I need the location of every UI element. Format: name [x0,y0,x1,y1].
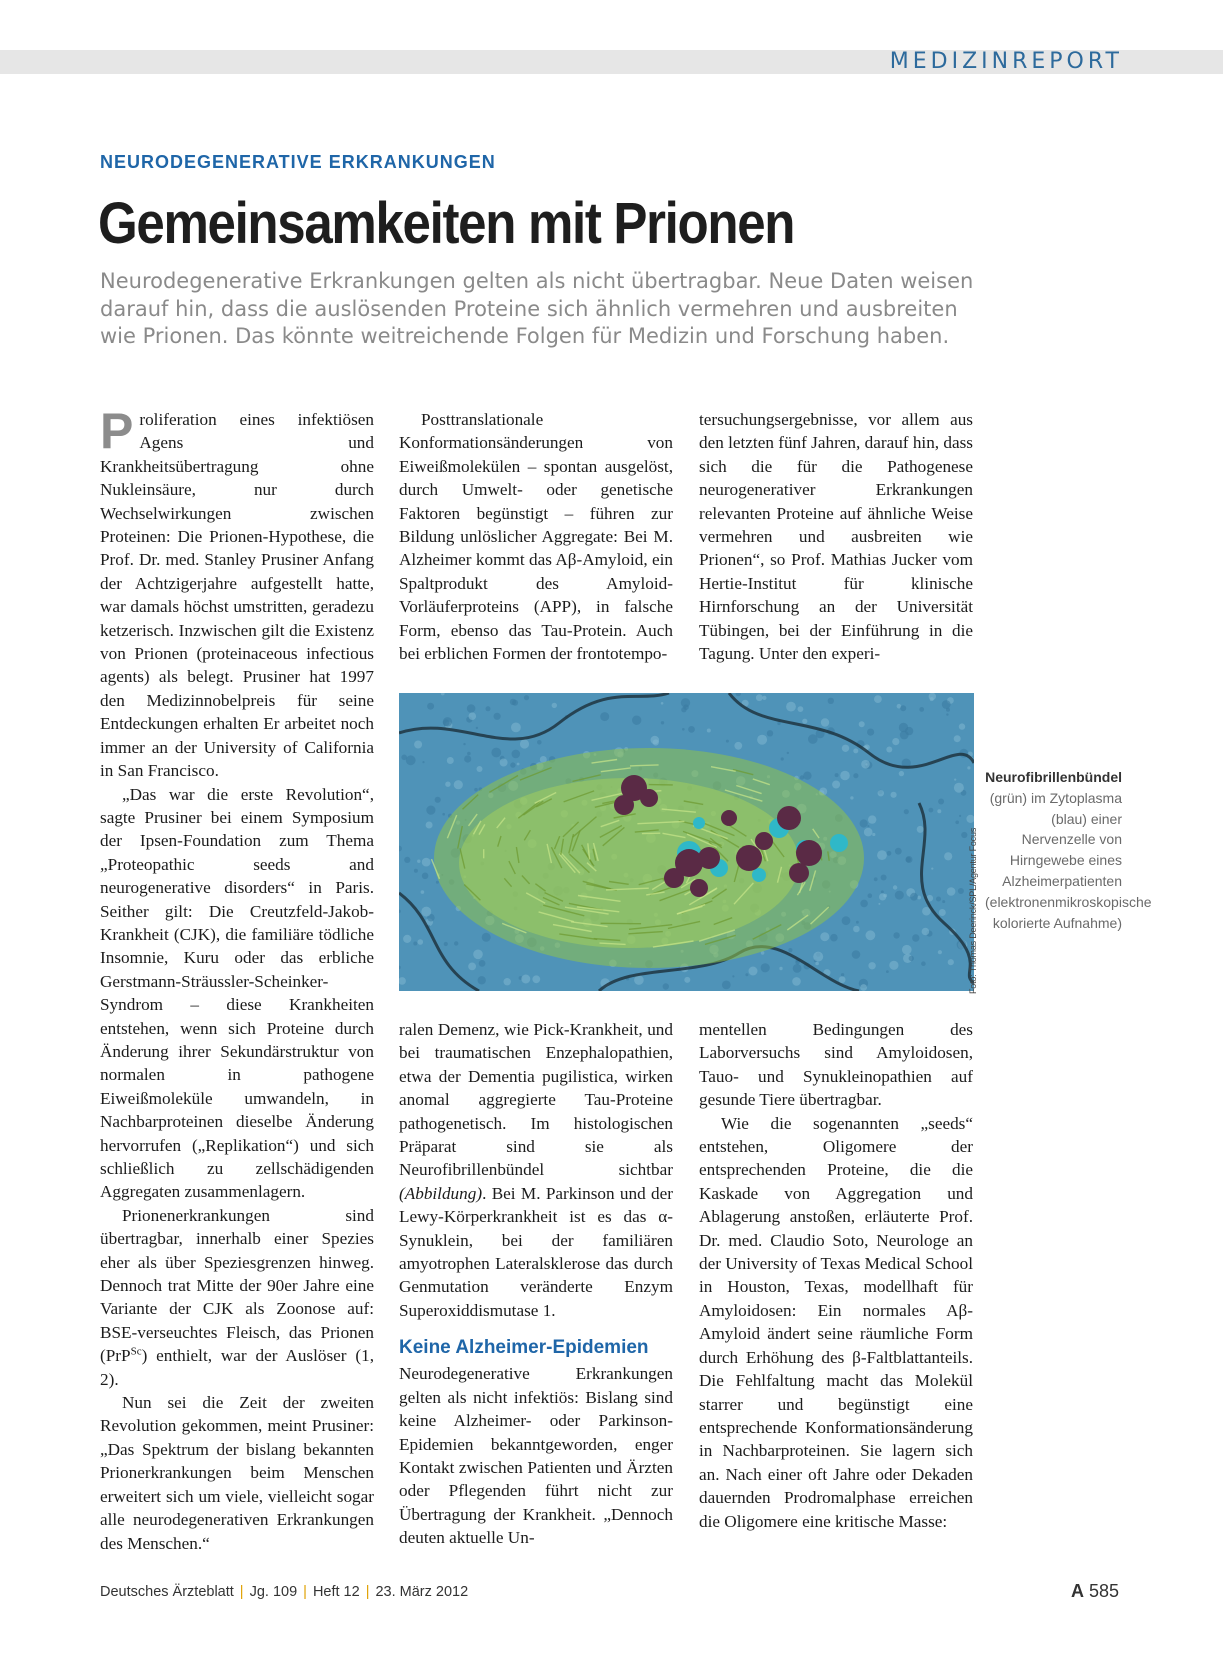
cytoplasm-speck [798,706,804,712]
paragraph: mentellen Bedingungen des Laborversuchs sind Amyloidosen, Tauo- und Synukleinopathien auf gesunde Tiere übertragbar. [699,1020,973,1110]
cytoplasm-speck [938,799,944,805]
cytoplasm-speck [473,950,483,960]
cytoplasm-speck [417,860,420,863]
cytoplasm-speck [867,825,869,827]
cytoplasm-speck [442,813,445,816]
cytoplasm-speck [793,964,802,973]
cytoplasm-speck [874,877,878,881]
cytoplasm-speck [422,761,424,763]
cytoplasm-speck [447,757,454,764]
cytoplasm-speck [726,740,729,743]
cytoplasm-speck [464,755,471,762]
separator: | [365,1584,370,1600]
cytoplasm-speck [663,983,669,989]
paragraph: Neurodegenerative Erkrankungen gelten als nicht infektiös: Bislang sind keine Alzheimer- oder Parkinson-Epidemien bekanntgeworden, enger Kontakt zwischen Patienten und Ärzten oder Pflegenden führt nicht zur Übertragung der Krankheit. „Dennoch deuten aktuelle Un- [399,1364,673,1548]
cytoplasm-speck [732,975,734,977]
cytoplasm-speck [893,885,897,889]
cytoplasm-speck [421,890,425,894]
deposit-granule [736,845,762,871]
cytoplasm-speck [777,722,780,725]
cytoplasm-speck [684,977,690,983]
separator: | [239,1584,244,1600]
cytoplasm-speck [474,788,478,792]
cytoplasm-speck [868,962,875,969]
cytoplasm-speck [478,976,486,984]
cytoplasm-speck [491,748,501,758]
page-prefix: A [1070,1581,1084,1601]
cytoplasm-speck [840,771,850,781]
cytoplasm-speck [486,706,491,711]
cytoplasm-speck [813,952,823,962]
deposit-granule [690,879,708,897]
photo-credit: Foto: Thomas Deerinck/SPL/Agentur Focus [968,827,978,994]
cytoplasm-speck [788,948,792,952]
cytoplasm-speck [861,760,870,769]
cytoplasm-speck [942,900,945,903]
cytoplasm-speck [853,748,858,753]
paragraph-text: roliferation eines infektiösen Agens und Krankheitsübertragung ohne Nukleinsäure, nur durch Wechselwirkungen zwischen Proteinen: Die Prionen-Hypothese, die Prof. Dr. med. Stanley Prusiner Anfang der Achtzigerjahre aufgestellt hatte, war damals höchst umstritten, geradezu ketzerisch. Inzwischen gilt die Existenz von Prionen (proteinaceous infectious agents) als belegt. Prusiner hat 1997 den Medizinnobelpreis für seine Entdeckungen erhalten Er arbeitet noch immer an der University of California in San Francisco. [100,410,374,781]
cytoplasm-speck [910,893,918,901]
cytoplasm-speck [947,887,956,896]
cytoplasm-speck [841,973,844,976]
cytoplasm-speck [681,707,686,712]
cytoplasm-speck [517,763,520,766]
cytoplasm-speck [786,702,796,712]
footer [100,1584,468,1600]
deposit-granule [789,863,809,883]
paragraph-text: ) enthielt, war der Auslöser (1, 2). [100,1346,374,1389]
cytoplasm-speck [757,735,767,745]
cytoplasm-speck [435,797,441,803]
cytoplasm-speck [454,780,463,789]
cytoplasm-speck [403,935,411,943]
paragraph-text: . Bei M. Parkinson und der Lewy-Körperkrankheit ist es das α-Synuklein, bei der familiären amyotrophen Lateralsklerose das durch Genmutation veränderte Enzym Superoxiddismutase 1. [399,1183,673,1320]
cytoplasm-speck [921,961,926,966]
cytoplasm-speck [421,907,431,917]
cytoplasm-speck [842,745,849,752]
cytoplasm-speck [781,757,784,760]
caption-title: Neurofibrillenbündel [985,769,1122,785]
cytoplasm-speck [479,960,486,967]
paragraph-text: ralen Demenz, wie Pick-Krankheit, und bei traumatischen Enzephalopathien, etwa der Dementia pugilistica, wirken anomal aggregierte Tau-Proteine pathogenetisch. Im histologischen Präparat sind sie als Neurofibrillenbündel sichtbar [399,1020,673,1180]
paragraph: Posttranslationale Konformationsänderungen von Eiweißmolekülen – spontan ausgelöst, durch Umwelt- oder genetische Faktoren begünstigt – führen zur Bildung unlöslicher Aggregate: Bei M. Alzheimer kommt das Aβ-Amyloid, ein Spaltprodukt des Amyloid-Vorläuferproteins (APP), in falsche Form, ebenso das Tau-Protein. Auch bei erblichen Formen der frontotempo- [399,410,673,664]
page-number-value: 585 [1088,1581,1119,1601]
cytoplasm-speck [463,743,465,745]
cytoplasm-speck [835,773,839,777]
cytoplasm-speck [414,741,422,749]
vacuole [693,817,705,829]
cytoplasm-speck [828,698,834,704]
deposit-granule [796,840,822,866]
cytoplasm-speck [532,975,540,983]
cytoplasm-speck [850,796,853,799]
cytoplasm-speck [954,783,964,793]
cytoplasm-speck [868,815,876,823]
cytoplasm-speck [413,942,417,946]
cytoplasm-speck [467,752,471,756]
journal-name: Deutsches Ärzteblatt [100,1584,234,1600]
cytoplasm-speck [842,916,851,925]
paragraph [100,1204,374,1391]
cytoplasm-speck [959,723,965,729]
cytoplasm-speck [520,739,529,748]
micrograph-image [399,693,974,991]
cytoplasm-speck [906,857,911,862]
deposit-granule [755,832,773,850]
cytoplasm-speck [749,967,758,976]
cytoplasm-speck [504,978,511,985]
cytoplasm-speck [874,695,882,703]
cytoplasm-speck [552,703,557,708]
cytoplasm-speck [929,808,934,813]
paragraph [100,403,374,783]
caption-text: (grün) im Zytoplasma (blau) einer Nervenzelle von Hirngewebe eines Alzheimerpatienten (elektronenmikroskopische kolorierte Aufnahme) [985,789,1152,931]
cytoplasm-speck [866,930,876,940]
column-2-bottom [399,1018,673,1550]
cytoplasm-speck [900,705,906,711]
cytoplasm-speck [762,696,766,700]
cytoplasm-speck [651,736,660,745]
cytoplasm-speck [864,828,873,837]
cytoplasm-speck [860,819,868,827]
cytoplasm-speck [787,752,789,754]
cytoplasm-speck [600,712,609,721]
paragraph: Wie die sogenannten „seeds“ entstehen, Oligomere der entsprechenden Proteine, die die Kaskade von Aggregation und Ablagerung anstoßen, erläuterte Prof. Dr. med. Claudio Soto, Neurologe an der University of Texas Medical School in Houston, Texas, modellhaft für Amyloidosen: Ein normales Aβ-Amyloid ändert seine räumliche Form durch Erhöhung des β-Faltblattanteils. Die Fehlfaltung macht das Molekül starrer und begünstigt eine entsprechende Konformationsänderung in Nachbarproteinen. Sie lagern sich an. Nach einer oft Jahre oder Dekaden dauernden Prodromalphase erreichen die Oligomere eine kritische Masse: [699,1113,973,1531]
cytoplasm-speck [802,719,807,724]
cytoplasm-speck [521,975,530,984]
cytoplasm-speck [511,723,521,733]
cytoplasm-speck [893,932,899,938]
cytoplasm-speck [878,790,884,796]
paragraph: Nun sei die Zeit der zweiten Revolution gekommen, meint Prusiner: „Das Spektrum der bislang bekannten Prionerkrankungen beim Menschen erweitert sich um viele, vielleicht sogar alle neurodegenerativen Erkrankungen des Menschen.“ [100,1393,374,1553]
cytoplasm-speck [722,981,731,990]
cytoplasm-speck [868,893,873,898]
cytoplasm-speck [936,897,941,902]
cytoplasm-speck [707,729,711,733]
cytoplasm-speck [469,712,477,720]
cytoplasm-speck [427,703,434,710]
cytoplasm-speck [877,850,887,860]
cytoplasm-speck [445,782,450,787]
cytoplasm-speck [852,950,861,959]
cytoplasm-speck [954,735,961,742]
vacuole [752,868,766,882]
cytoplasm-speck [900,731,909,740]
cytoplasm-speck [661,702,664,705]
cytoplasm-speck [482,933,491,942]
cytoplasm-speck [767,730,773,736]
subheading: Keine Alzheimer-Epidemien [399,1337,649,1359]
journal-date: 23. März 2012 [375,1584,469,1600]
cytoplasm-speck [468,963,476,971]
cytoplasm-speck [867,729,874,736]
cytoplasm-speck [422,873,429,880]
column-3-top [699,408,973,665]
article-lead: Neurodegenerative Erkrankungen gelten als nicht übertragbar. Neue Daten weisen darauf hin, dass die auslösenden Proteine sich ähnlich vermehren und ausbreiten wie Prionen. Das könnte weitreichende Folgen für Medizin und Forschung haben. [100,269,974,348]
paragraph [399,1018,673,1322]
cytoplasm-speck [944,852,952,860]
cytoplasm-speck [955,821,959,825]
cytoplasm-speck [512,700,518,706]
cytoplasm-speck [939,909,946,916]
cytoplasm-speck [917,826,924,833]
cytoplasm-speck [832,781,840,789]
cytoplasm-speck [853,773,858,778]
cytoplasm-speck [512,750,521,759]
cytoplasm-speck [959,815,961,817]
cytoplasm-speck [524,695,529,700]
deposit-granule [721,810,737,826]
column-2-top [399,408,673,665]
paragraph: tersuchungsergebnisse, vor allem aus den letzten fünf Jahren, darauf hin, dass sich die für die Pathogenese neurogenerativer Erkrankungen relevanten Proteine auf ähnliche Weise vermehren und ausbreiten wie Prionen“, so Prof. Mathias Jucker vom Hertie-Institut für klinische Hirnforschung an der Universität Tübingen, bei der Einführung in die Tagung. Unter den experi- [699,410,973,664]
cytoplasm-speck [761,963,770,972]
separator: | [303,1584,307,1600]
cytoplasm-speck [426,806,435,815]
cytoplasm-speck [886,747,892,753]
cytoplasm-speck [887,851,892,856]
cytoplasm-speck [494,713,501,720]
cytoplasm-speck [930,697,934,701]
cytoplasm-speck [942,700,951,709]
article-kicker: NEURODEGENERATIVE ERKRANKUNGEN [100,152,496,172]
cytoplasm-speck [418,939,424,945]
cytoplasm-speck [820,932,829,941]
cytoplasm-speck [422,858,431,867]
cytoplasm-speck [467,704,476,713]
cytoplasm-speck [537,740,542,745]
cytoplasm-speck [406,755,416,765]
fibril-strand [630,765,659,766]
cytoplasm-speck [931,868,933,870]
cytoplasm-speck [803,772,811,780]
page-number [1071,1581,1119,1602]
cytoplasm-speck [892,738,899,745]
cytoplasm-speck [860,900,868,908]
cytoplasm-speck [878,903,880,905]
section-label: MEDIZINREPORT [889,49,1123,74]
cytoplasm-speck [899,771,904,776]
cytoplasm-speck [909,956,914,961]
deposit-granule [777,806,801,830]
cytoplasm-speck [961,832,967,838]
paragraph: „Das war die erste Revolution“, sagte Prusiner bei einem Symposium der Ipsen-Foundation zum Thema „Proteopathic seeds and neurogenerative disorders“ in Paris. Seither gilt: Die Creutzfeld-Jakob-Krankheit (CJK), die familiäre tödliche Insomnie, Kuru oder das erbliche Gerstmann-Sträussler-Scheinker-Syndrom – diese Krankheiten entstehen, wenn sich Proteine durch Änderung ihrer Sekundärstruktur von normalen in pathogene Eiweißmoleküle umwandeln, in Nachbarproteinen dieselbe Änderung hervorrufen („Replikation“) und sich schließlich zu zellschädigenden Aggregaten zusammenlagern. [100,784,374,1202]
cytoplasm-speck [454,941,458,945]
cytoplasm-speck [948,959,954,965]
journal-volume: Jg. 109 [249,1584,298,1600]
cytoplasm-speck [919,707,924,712]
cytoplasm-speck [779,967,782,970]
cytoplasm-speck [734,742,742,750]
cytoplasm-speck [958,888,964,894]
cytoplasm-speck [510,762,515,767]
cytoplasm-speck [881,875,887,881]
cytoplasm-speck [889,961,898,970]
cytoplasm-speck [500,759,508,767]
cytoplasm-speck [902,945,912,955]
paragraph-text: Prionenerkrankungen sind übertragbar, innerhalb einer Spezies eher als über Speziesgrenzen hinweg. Dennoch trat Mitte der 90er Jahre eine Variante der CJK als Zoonose auf: BSE-verseuchtes Fleisch, das Prionen (PrP [100,1205,374,1366]
cytoplasm-speck [879,893,886,900]
deposit-granule [664,868,684,888]
deposit-granule [614,795,634,815]
cytoplasm-speck [895,848,902,855]
cytoplasm-speck [856,921,859,924]
cytoplasm-speck [821,718,829,726]
cytoplasm-speck [426,822,433,829]
cytoplasm-speck [477,766,483,772]
cytoplasm-speck [632,716,641,725]
deposit-granule [640,789,658,807]
cytoplasm-speck [745,973,748,976]
journal-issue: Heft 12 [312,1584,360,1600]
cytoplasm-speck [682,728,685,731]
cytoplasm-speck [853,926,860,933]
cytoplasm-speck [886,970,889,973]
cytoplasm-speck [860,984,867,991]
column-1 [100,403,374,1555]
cytoplasm-speck [839,976,846,983]
cytoplasm-speck [414,869,418,873]
cytoplasm-speck [967,766,970,769]
column-3-bottom [699,1018,973,1533]
cytoplasm-speck [946,713,948,715]
cytoplasm-speck [881,890,884,893]
vacuole [830,834,848,852]
cytoplasm-speck [937,809,941,813]
cytoplasm-speck [476,727,478,729]
figure-caption [985,767,1152,933]
cytoplasm-speck [792,977,801,986]
cytoplasm-speck [756,694,763,701]
cytoplasm-speck [404,857,410,863]
deposit-granule [698,847,720,869]
superscript: Sc [130,1345,142,1358]
cytoplasm-speck [688,726,695,733]
drop-cap: P [100,403,134,459]
cytoplasm-speck [815,962,819,966]
cytoplasm-speck [938,950,942,954]
cytoplasm-speck [922,928,930,936]
cytoplasm-speck [436,881,439,884]
cytoplasm-speck [904,809,909,814]
article-title: Gemeinsamkeiten mit Prionen [98,191,795,256]
cytoplasm-speck [954,779,956,781]
cytoplasm-speck [912,934,919,941]
figure-reference: (Abbildung) [399,1183,483,1203]
cytoplasm-speck [872,833,875,836]
cytoplasm-speck [891,792,897,798]
cytoplasm-speck [444,942,448,946]
cytoplasm-speck [634,975,644,985]
cytoplasm-speck [830,934,838,942]
cytoplasm-speck [661,721,664,724]
cytoplasm-speck [895,891,904,900]
cytoplasm-speck [859,721,865,727]
micrograph-figure [399,693,974,991]
cytoplasm-speck [443,717,452,726]
